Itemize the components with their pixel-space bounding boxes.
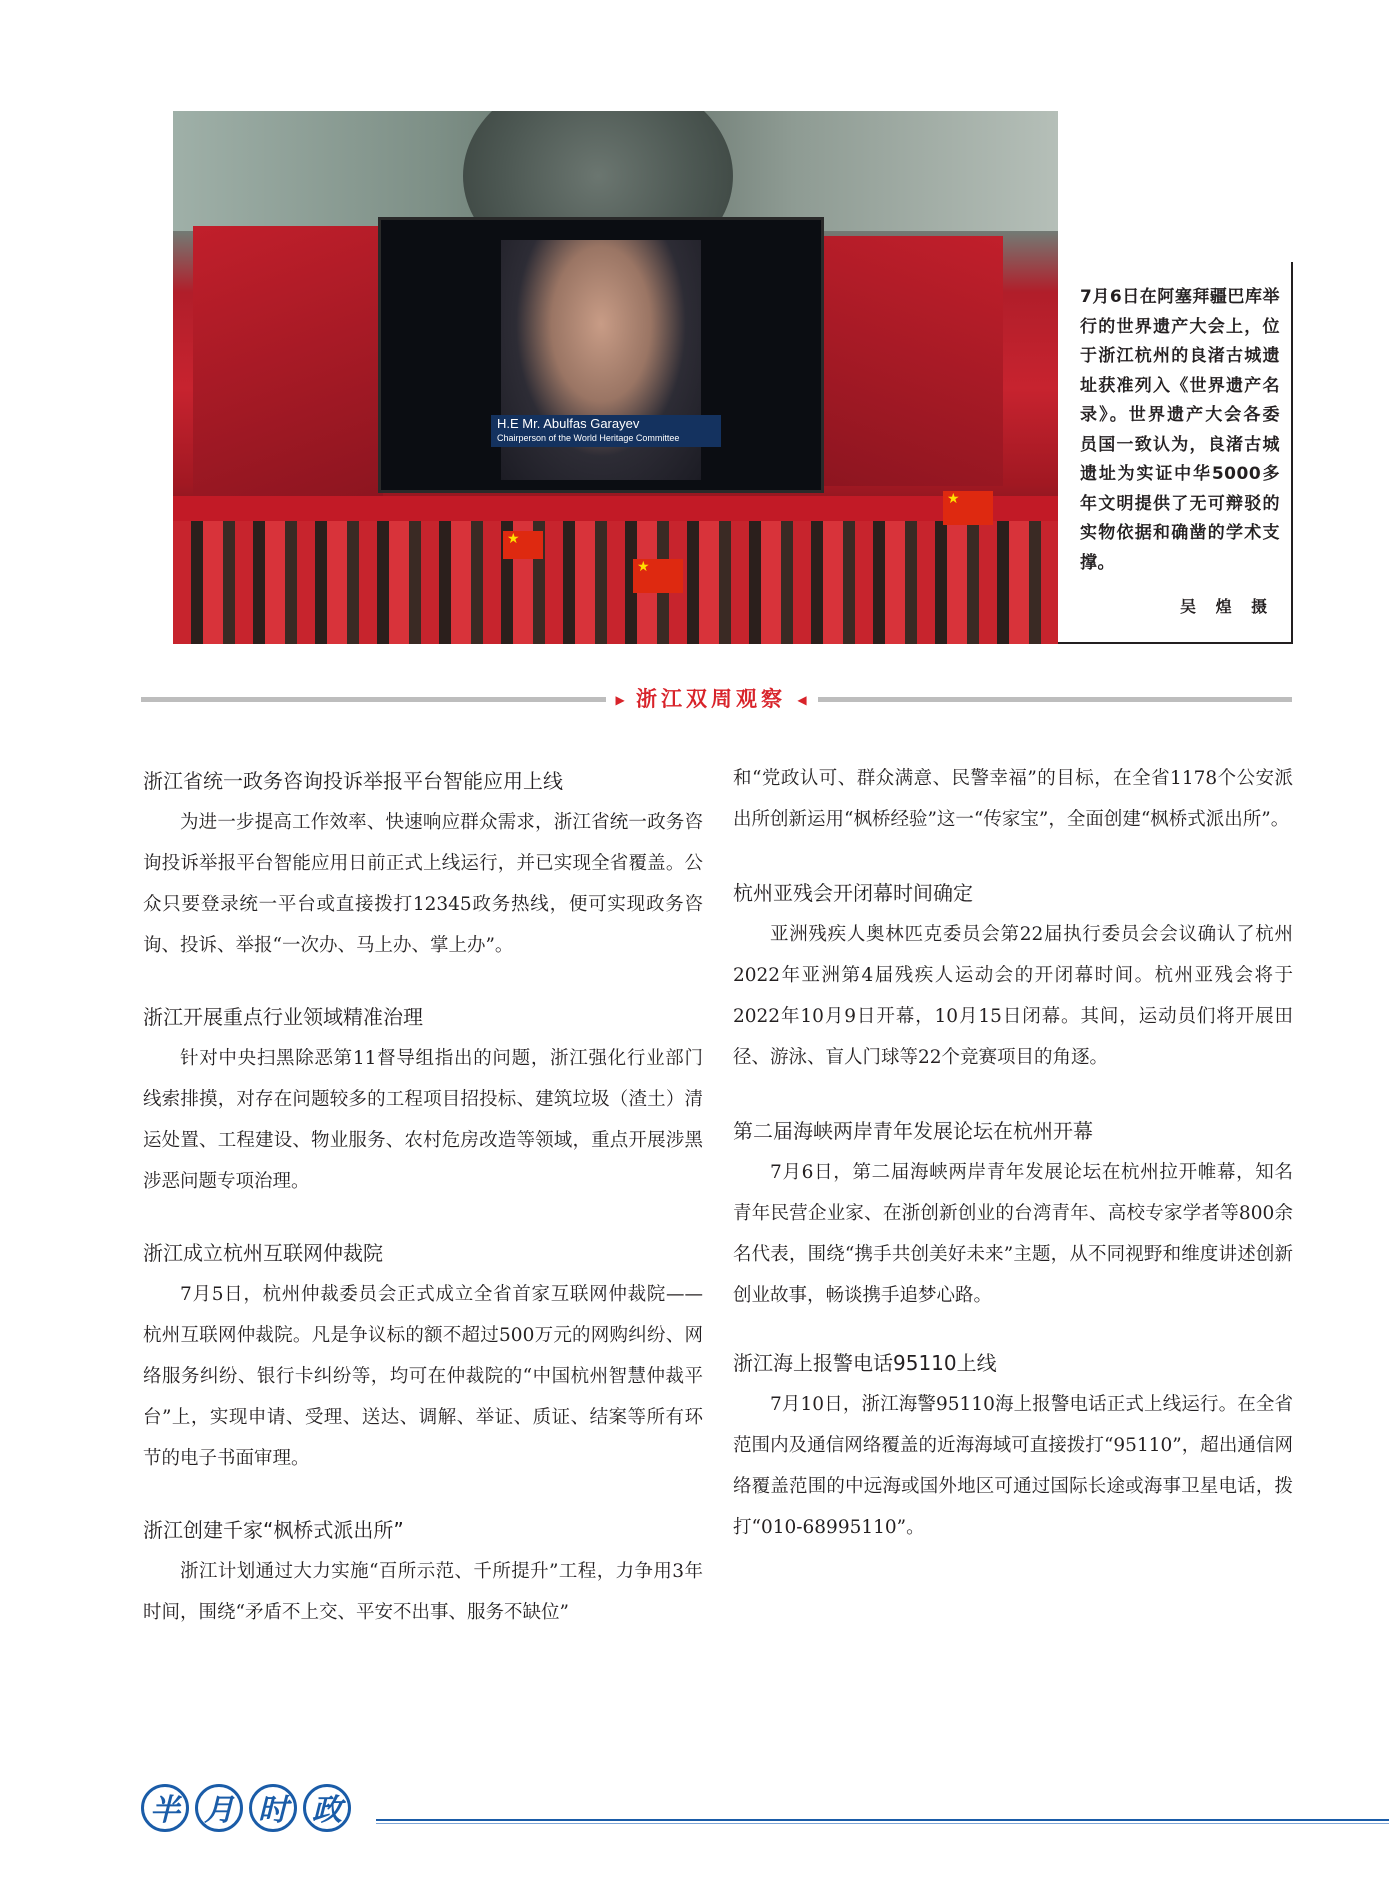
article xyxy=(733,1346,1293,1548)
screen-caption xyxy=(491,415,721,447)
article-title: 浙江海上报警电话95110上线 xyxy=(733,1351,997,1375)
section-divider-right xyxy=(818,697,1292,702)
logo-char: 时 xyxy=(249,1784,297,1832)
article-title: 浙江开展重点行业领域精准治理 xyxy=(143,1005,423,1029)
right-column xyxy=(733,758,1293,1548)
event-photo xyxy=(173,111,1058,644)
photo-credit: 吴 煌 摄 xyxy=(1180,597,1275,616)
flag-icon xyxy=(943,491,993,525)
article xyxy=(733,1114,1293,1316)
article xyxy=(143,1513,703,1633)
section-divider-left xyxy=(141,697,606,702)
logo-char: 月 xyxy=(195,1784,243,1832)
article xyxy=(143,1236,703,1479)
article-title: 第二届海峡两岸青年发展论坛在杭州开幕 xyxy=(733,1119,1093,1143)
photo-right-banner xyxy=(823,236,1003,486)
triangle-right-icon: ▶ xyxy=(615,693,625,707)
article-continued xyxy=(733,758,1293,840)
article-body: 为进一步提高工作效率、快速响应群众需求，浙江省统一政务咨询投诉举报平台智能应用日前正式上线运行，并已实现全省覆盖。公众只要登录统一平台或直接拨打12345政务热线，便可实现政务咨询、投诉、举报“一次办、马上办、掌上办”。 xyxy=(143,812,703,956)
article-body: 浙江计划通过大力实施“百所示范、千所提升”工程，力争用3年时间，围绕“矛盾不上交、平安不出事、服务不缺位” xyxy=(143,1561,703,1623)
flag-icon xyxy=(633,559,683,593)
photo-left-banner xyxy=(193,226,383,496)
left-column xyxy=(143,764,703,1633)
footer-rule xyxy=(376,1819,1389,1821)
section-heading xyxy=(610,683,812,713)
article-body: 7月6日，第二届海峡两岸青年发展论坛在杭州拉开帷幕，知名青年民营企业家、在浙创新创业的台湾青年、高校专家学者等800余名代表，围绕“携手共创美好未来”主题，从不同视野和维度讲述创新创业故事，畅谈携手追梦心路。 xyxy=(733,1162,1293,1306)
photo-crowd xyxy=(173,521,1058,644)
magazine-logo xyxy=(141,1784,351,1832)
article xyxy=(733,876,1293,1078)
footer-rule-thin xyxy=(376,1823,1389,1824)
article-title: 浙江成立杭州互联网仲裁院 xyxy=(143,1241,383,1265)
screen-caption-name: H.E Mr. Abulfas Garayev xyxy=(497,416,640,431)
article-body: 7月5日，杭州仲裁委员会正式成立全省首家互联网仲裁院——杭州互联网仲裁院。凡是争议标的额不超过500万元的网购纠纷、网络服务纠纷、银行卡纠纷等，均可在仲裁院的“中国杭州智慧仲裁平台”上，实现申请、受理、送达、调解、举证、质证、结案等所有环节的电子书面审理。 xyxy=(143,1284,703,1469)
photo-caption: 7月6日在阿塞拜疆巴库举行的世界遗产大会上，位于浙江杭州的良渚古城遗址获准列入《世界遗产名录》。世界遗产大会各委员国一致认为，良渚古城遗址为实证中华5000多年文明提供了无可辩驳的实物依据和确凿的学术支撑。 xyxy=(1080,287,1280,573)
article-body: 亚洲残疾人奥林匹克委员会第22届执行委员会会议确认了杭州2022年亚洲第4届残疾人运动会的开闭幕时间。杭州亚残会将于2022年10月9日开幕，10月15日闭幕。其间，运动员们将开展田径、游泳、盲人门球等22个竞赛项目的角逐。 xyxy=(733,924,1293,1068)
article-title: 浙江省统一政务咨询投诉举报平台智能应用上线 xyxy=(143,769,563,793)
photo-video-screen xyxy=(378,217,824,493)
article xyxy=(143,764,703,966)
screen-caption-role: Chairperson of the World Heritage Committee xyxy=(497,433,680,443)
logo-char: 半 xyxy=(141,1784,189,1832)
article xyxy=(143,1000,703,1202)
article-body: 7月10日，浙江海警95110海上报警电话正式上线运行。在全省范围内及通信网络覆盖的近海海域可直接拨打“95110”，超出通信网络覆盖范围的中远海或国外地区可通过国际长途或海事卫星电话，拨打“010-68995110”。 xyxy=(733,1394,1293,1538)
article-title: 浙江创建千家“枫桥式派出所” xyxy=(143,1518,404,1542)
article-body: 针对中央扫黑除恶第11督导组指出的问题，浙江强化行业部门线索排摸，对存在问题较多的工程项目招投标、建筑垃圾（渣土）清运处置、工程建设、物业服务、农村危房改造等领域，重点开展涉黑涉恶问题专项治理。 xyxy=(143,1048,703,1192)
logo-char: 政 xyxy=(303,1784,351,1832)
flag-icon xyxy=(503,531,543,559)
article-title: 杭州亚残会开闭幕时间确定 xyxy=(733,881,973,905)
section-heading-text: 浙江双周观察 xyxy=(636,687,786,711)
article-body: 和“党政认可、群众满意、民警幸福”的目标，在全省1178个公安派出所创新运用“枫桥经验”这一“传家宝”，全面创建“枫桥式派出所”。 xyxy=(733,768,1293,830)
triangle-left-icon: ◀ xyxy=(797,693,807,707)
